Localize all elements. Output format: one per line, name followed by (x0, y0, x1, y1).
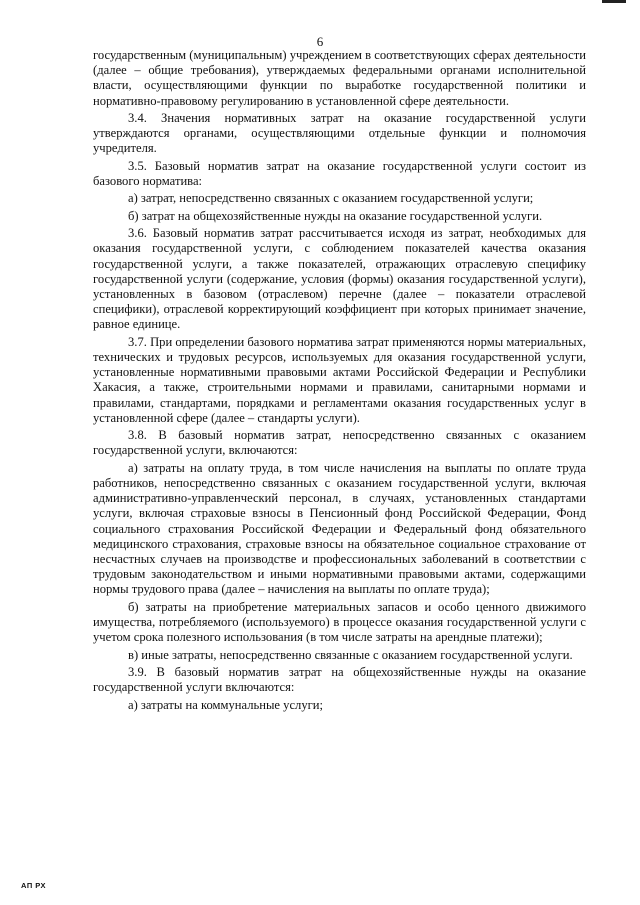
corner-mark (602, 0, 626, 3)
paragraph: 3.9. В базовый норматив затрат на общехозяйственные нужды на оказание государственной услуги включаются: (93, 664, 586, 695)
paragraph: 3.4. Значения нормативных затрат на оказание государственной услуги утверждаются органами, осуществляющими отдельные функции и полномочия учредителя. (93, 111, 586, 156)
page-number: 6 (316, 34, 324, 49)
list-item: а) затраты на оплату труда, в том числе начисления на выплаты по оплате труда работников, непосредственно связанных с оказанием государственной услуги, включая административно-управленческий персонал, в случаях, установленных стандартами услуги, включая страховые взносы в Пенсионный фонд Российской Федерации, Фонд социального страхования Российской Федерации и Федеральный фонд обязательного медицинского страхования, страховые взносы на обязательное социальное страхование от несчастных случаев на производстве и профессиональных заболеваний в соответствии с трудовым законодательством и иными нормативными правовыми актами, содержащими нормы трудового права (далее – начисления на выплаты по оплате труда); (93, 460, 586, 597)
paragraph: 3.8. В базовый норматив затрат, непосредственно связанных с оказанием государственной услуги, включаются: (93, 428, 586, 458)
list-item: б) затрат на общехозяйственные нужды на оказание государственной услуги. (128, 208, 543, 223)
paragraph: 3.6. Базовый норматив затрат рассчитывается исходя из затрат, необходимых для оказания государственной услуги, с соблюдением показателей качества оказания государственной услуги, а также показателей, отражающих отраслевую специфику государственной услуги (содержание, условия (формы) оказания государственной услуги), установленных в базовом (отраслевом) перечне (далее – показатели отраслевой специфики), отраслевой корректирующий коэффициент при которых принимает значение, равное единице. (93, 226, 586, 332)
list-item: а) затраты на коммунальные услуги; (128, 697, 324, 712)
footer-mark: АП РХ (21, 881, 47, 890)
paragraph: 3.5. Базовый норматив затрат на оказание государственной услуги состоит из базового норматива: (93, 158, 586, 188)
list-item: а) затрат, непосредственно связанных с оказанием государственной услуги; (128, 191, 534, 206)
list-item: в) иные затраты, непосредственно связанные с оказанием государственной услуги. (128, 647, 573, 662)
paragraph: государственным (муниципальным) учреждением в соответствующих сферах деятельности (далее – общие требования), утверждаемых федеральными органами исполнительной власти, осуществляющими функции по выработке государственной политики и нормативно-правовому регулированию в установленной сфере деятельности. (93, 48, 586, 108)
paragraph: 3.7. При определении базового норматива затрат применяются нормы материальных, технических и трудовых ресурсов, используемых для оказания государственной услуги, установленные нормативными правовыми актами Российской Федерации и Республики Хакасия, а также, строительными нормами и правилами, санитарными нормами и правилами, стандартами, порядками и регламентами оказания государственных услуг в установленной сфере (далее – стандарты услуги). (93, 334, 586, 425)
list-item: б) затраты на приобретение материальных запасов и особо ценного движимого имущества, потребляемого (используемого) в процессе оказания государственной услуги с учетом срока полезного использования (в том числе затраты на арендные платежи); (93, 599, 586, 645)
document-body (93, 48, 586, 715)
